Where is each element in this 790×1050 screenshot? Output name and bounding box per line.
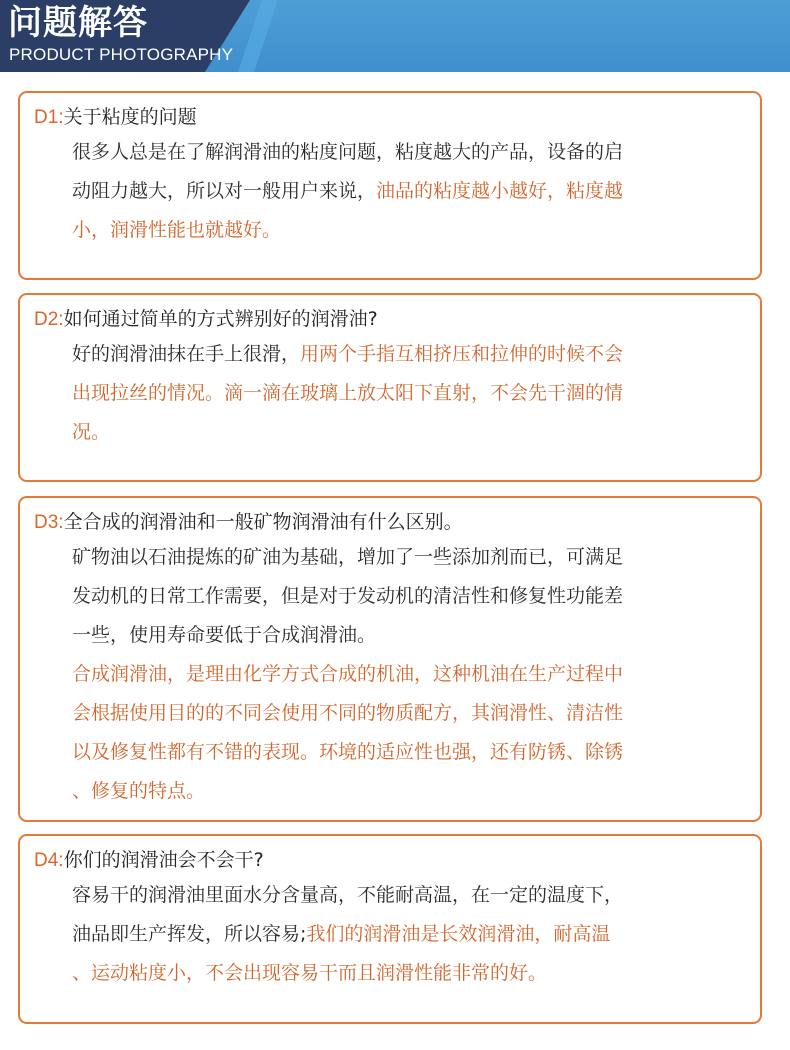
answer-line xyxy=(72,655,712,694)
faq-question xyxy=(34,103,197,132)
faq-answer xyxy=(72,876,712,993)
faq-card-d3 xyxy=(18,496,762,822)
answer-line xyxy=(72,733,712,772)
faq-question-text: 关于粘度的问题 xyxy=(63,106,197,128)
answer-text: 很多人总是在了解润滑油的粘度问题，粘度越大的产品，设备的启 xyxy=(72,141,624,163)
answer-line xyxy=(72,335,712,374)
highlighted-text: 小，润滑性能也就越好。 xyxy=(72,219,282,241)
answer-line xyxy=(72,374,712,413)
section-header xyxy=(0,0,790,72)
faq-number: D1: xyxy=(34,107,64,128)
answer-text: 动阻力越大，所以对一般用户来说， xyxy=(72,180,377,202)
answer-line xyxy=(72,694,712,733)
faq-answer xyxy=(72,538,712,811)
page-subtitle: PRODUCT PHOTOGRAPHY xyxy=(9,45,234,64)
faq-question xyxy=(34,508,463,537)
header-accent-stripe xyxy=(238,0,278,72)
highlighted-text: 会根据使用目的的不同会使用不同的物质配方，其润滑性、清洁性 xyxy=(72,702,624,724)
faq-number: D2: xyxy=(34,309,64,330)
answer-line xyxy=(72,172,712,211)
answer-line xyxy=(72,616,712,655)
faq-answer xyxy=(72,335,712,452)
faq-question-text: 如何通过简单的方式辨别好的润滑油? xyxy=(63,308,378,330)
faq-question xyxy=(34,846,264,875)
page-title: 问题解答 xyxy=(8,3,148,43)
answer-line xyxy=(72,413,712,452)
faq-number: D3: xyxy=(34,512,64,533)
answer-line xyxy=(72,954,712,993)
faq-card-d4 xyxy=(18,834,762,1024)
faq-question-text: 你们的润滑油会不会干? xyxy=(63,849,264,871)
faq-question xyxy=(34,305,378,334)
faq-number: D4: xyxy=(34,850,64,871)
answer-text: 好的润滑油抹在手上很滑， xyxy=(72,343,301,365)
answer-line xyxy=(72,538,712,577)
answer-text: 油品即生产挥发，所以容易; xyxy=(72,923,307,945)
faq-card-d1 xyxy=(18,91,762,280)
answer-line xyxy=(72,133,712,172)
answer-line xyxy=(72,577,712,616)
faq-answer xyxy=(72,133,712,250)
answer-line xyxy=(72,876,712,915)
highlighted-text: 出现拉丝的情况。滴一滴在玻璃上放太阳下直射，不会先干涸的情 xyxy=(72,382,624,404)
answer-text: 容易干的润滑油里面水分含量高，不能耐高温，在一定的温度下， xyxy=(72,884,624,906)
faq-card-d2 xyxy=(18,293,762,482)
answer-text: 一些，使用寿命要低于合成润滑油。 xyxy=(72,624,377,646)
highlighted-text: 油品的粘度越小越好，粘度越 xyxy=(376,180,624,202)
faq-question-text: 全合成的润滑油和一般矿物润滑油有什么区别。 xyxy=(63,511,463,533)
answer-text: 发动机的日常工作需要，但是对于发动机的清洁性和修复性功能差 xyxy=(72,585,624,607)
answer-line xyxy=(72,211,712,250)
answer-line xyxy=(72,915,712,954)
highlighted-text: 、修复的特点。 xyxy=(72,780,206,802)
highlighted-text: 、运动粘度小，不会出现容易干而且润滑性能非常的好。 xyxy=(72,962,548,984)
highlighted-text: 以及修复性都有不错的表现。环境的适应性也强，还有防锈、除锈 xyxy=(72,741,624,763)
answer-text: 矿物油以石油提炼的矿油为基础，增加了一些添加剂而已，可满足 xyxy=(72,546,624,568)
highlighted-text: 用两个手指互相挤压和拉伸的时候不会 xyxy=(300,343,624,365)
highlighted-text: 况。 xyxy=(72,421,111,443)
answer-line xyxy=(72,772,712,811)
highlighted-text: 合成润滑油，是理由化学方式合成的机油，这种机油在生产过程中 xyxy=(72,663,624,685)
highlighted-text: 我们的润滑油是长效润滑油，耐高温 xyxy=(306,923,611,945)
